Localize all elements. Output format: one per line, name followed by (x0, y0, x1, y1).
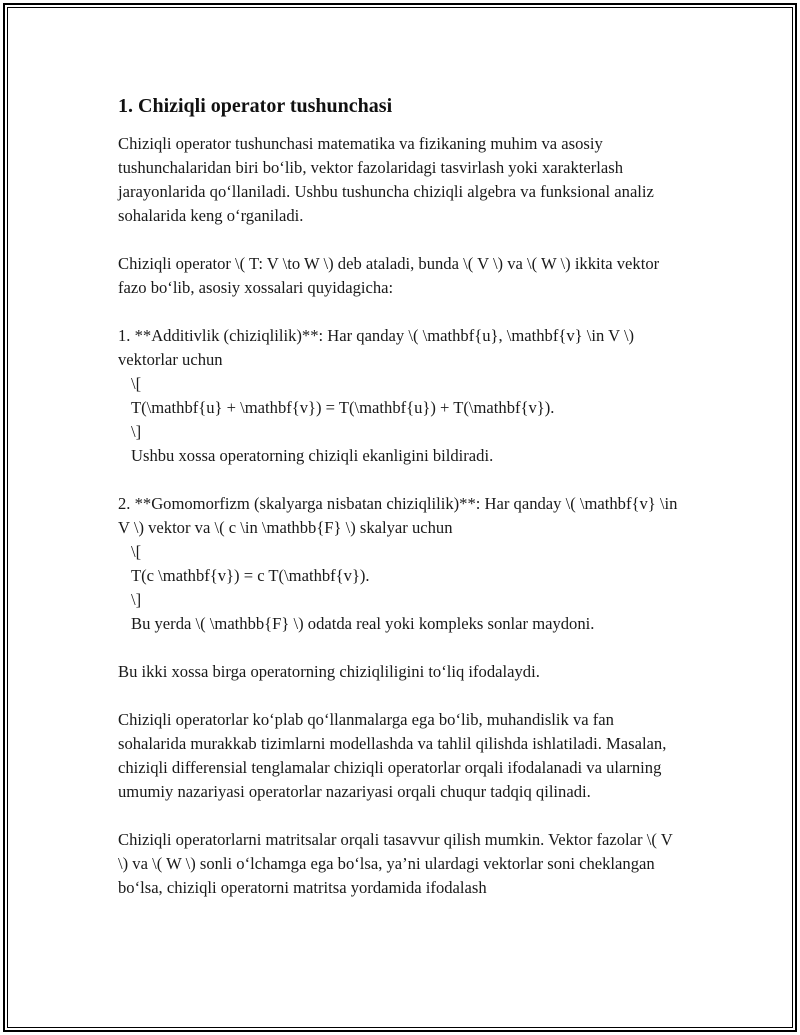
property-note: Bu yerda \( \mathbb{F} \) odatda real yoki kompleks sonlar maydoni. (131, 614, 595, 633)
formula-close-bracket: \] (131, 590, 142, 609)
document-body (118, 94, 678, 924)
property-note: Ushbu xossa operatorning chiziqli ekanligini bildiradi. (131, 446, 494, 465)
property-additivity (118, 324, 678, 468)
matrices-paragraph: Chiziqli operatorlarni matritsalar orqali tasavvur qilish mumkin. Vektor fazolar \( V \) va \( W \) sonli o‘lchamga ega bo‘lsa, ya’ni ulardagi vektorlar soni cheklangan bo‘lsa, chiziqli operatorni matritsa yordamida ifodalash (118, 830, 673, 897)
section-heading: 1. Chiziqli operator tushunchasi (118, 95, 393, 117)
formula-open-bracket: \[ (131, 374, 142, 393)
formula-close-bracket: \] (131, 422, 142, 441)
property-lead: 1. **Additivlik (chiziqlilik)**: Har qanday \( \mathbf{u}, \mathbf{v} \in V \) vektorlar uchun (118, 326, 635, 369)
formula-equation: T(c \mathbf{v}) = c T(\mathbf{v}). (131, 566, 370, 585)
definition-paragraph: Chiziqli operator \( T: V \to W \) deb ataladi, bunda \( V \) va \( W \) ikkita vektor fazo bo‘lib, asosiy xossalari quyidagicha: (118, 254, 660, 297)
summary-paragraph: Bu ikki xossa birga operatorning chiziqliligini to‘liq ifodalaydi. (118, 662, 540, 681)
applications-paragraph: Chiziqli operatorlar ko‘plab qo‘llanmalarga ega bo‘lib, muhandislik va fan sohalarida murakkab tizimlarni modellashda va tahlil qilishda ishlatiladi. Masalan, chiziqli differensial tenglamalar chiziqli operatorlar orqali ifodalanadi va ularning umumiy nazariyasi operatorlar nazariyasi orqali chuqur tadqiq qilinadi. (118, 710, 667, 801)
property-homogeneity (118, 492, 678, 636)
property-lead: 2. **Gomomorfizm (skalyarga nisbatan chiziqlilik)**: Har qanday \( \mathbf{v} \in V \) vektor va \( c \in \mathbb{F} \) skalyar uchun (118, 494, 678, 537)
formula-equation: T(\mathbf{u} + \mathbf{v}) = T(\mathbf{u}) + T(\mathbf{v}). (131, 398, 555, 417)
intro-paragraph: Chiziqli operator tushunchasi matematika va fizikaning muhim va asosiy tushunchalaridan biri bo‘lib, vektor fazolaridagi tasvirlash yoki xarakterlash jarayonlarida qo‘llaniladi. Ushbu tushuncha chiziqli algebra va funksional analiz sohalarida keng o‘rganiladi. (118, 134, 654, 225)
formula-open-bracket: \[ (131, 542, 142, 561)
